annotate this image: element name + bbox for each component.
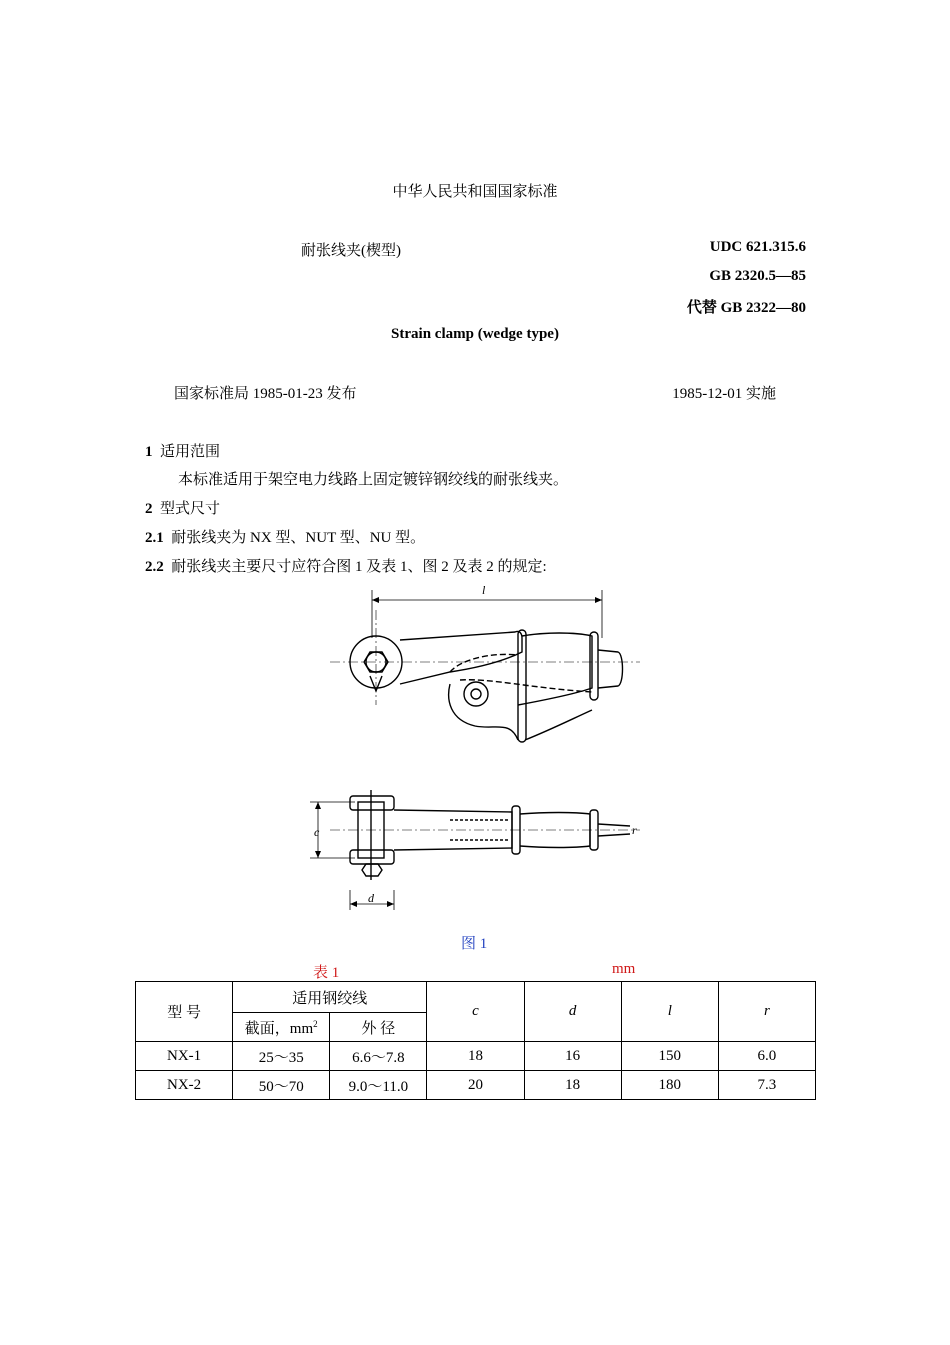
cell-d: 16 (524, 1042, 621, 1071)
table-1 (135, 981, 816, 1100)
cell-c: 18 (427, 1042, 524, 1071)
title-cn: 耐张线夹(楔型) (301, 243, 401, 259)
national-standard-heading: 中华人民共和国国家标准 (392, 184, 558, 200)
header-l: l (621, 982, 718, 1042)
replaces-code: 代替 GB 2322—80 (686, 300, 806, 316)
header-section: 截面，$mm^2$ (233, 1013, 330, 1042)
label-l: l (482, 583, 486, 597)
gb-code: GB 2320.5—85 (709, 268, 806, 284)
section-number: 2 (145, 501, 153, 517)
section-text: 耐张线夹为 NX 型、NUT 型、NU 型。 (171, 530, 426, 546)
cell-section: 25～35 (233, 1042, 330, 1071)
cell-d: 18 (524, 1071, 621, 1100)
label-r: r (632, 823, 637, 837)
header-model: 型 号 (136, 982, 233, 1042)
section-2-1 (145, 526, 425, 547)
section-text: 耐张线夹主要尺寸应符合图 1 及表 1、图 2 及表 2 的规定: (171, 559, 547, 575)
figure-caption: 图 1 (461, 936, 488, 952)
section-title: 型式尺寸 (160, 501, 221, 517)
section-1-text: 本标准适用于架空电力线路上固定镀锌钢绞线的耐张线夹。 (178, 472, 569, 488)
cell-diameter: 9.0～11.0 (330, 1071, 427, 1100)
header-strand: 适用钢绞线 (233, 982, 427, 1013)
section-number: 1 (145, 444, 153, 460)
section-1-heading (145, 440, 220, 461)
section-number: 2.2 (145, 559, 164, 575)
section-title: 适用范围 (160, 444, 221, 460)
section-2-heading (145, 497, 220, 518)
cell-l: 150 (621, 1042, 718, 1071)
udc-code: UDC 621.315.6 (709, 239, 806, 255)
cell-model: NX-1 (136, 1042, 233, 1071)
section-2-2 (145, 555, 547, 576)
cell-section: 50～70 (233, 1071, 330, 1100)
label-c: c (314, 825, 320, 839)
cell-r: 6.0 (718, 1042, 815, 1071)
header-c: c (427, 982, 524, 1042)
table-row (136, 1071, 816, 1100)
header-r: r (718, 982, 815, 1042)
cell-c: 20 (427, 1071, 524, 1100)
strain-clamp-drawing (300, 580, 650, 915)
cell-diameter: 6.6～7.8 (330, 1042, 427, 1071)
cell-l: 180 (621, 1071, 718, 1100)
title-en: Strain clamp (wedge type) (391, 326, 559, 342)
label-d: d (368, 891, 374, 905)
table-row (136, 1042, 816, 1071)
section-number: 2.1 (145, 530, 164, 546)
cell-r: 7.3 (718, 1071, 815, 1100)
header-d: d (524, 982, 621, 1042)
issued-line: 国家标准局 1985-01-23 发布 (174, 386, 357, 402)
cell-model: NX-2 (136, 1071, 233, 1100)
header-diameter: 外 径 (330, 1013, 427, 1042)
table-unit: mm (612, 961, 636, 977)
table-caption: 表 1 (313, 965, 340, 981)
effective-line: 1985-12-01 实施 (672, 386, 776, 402)
